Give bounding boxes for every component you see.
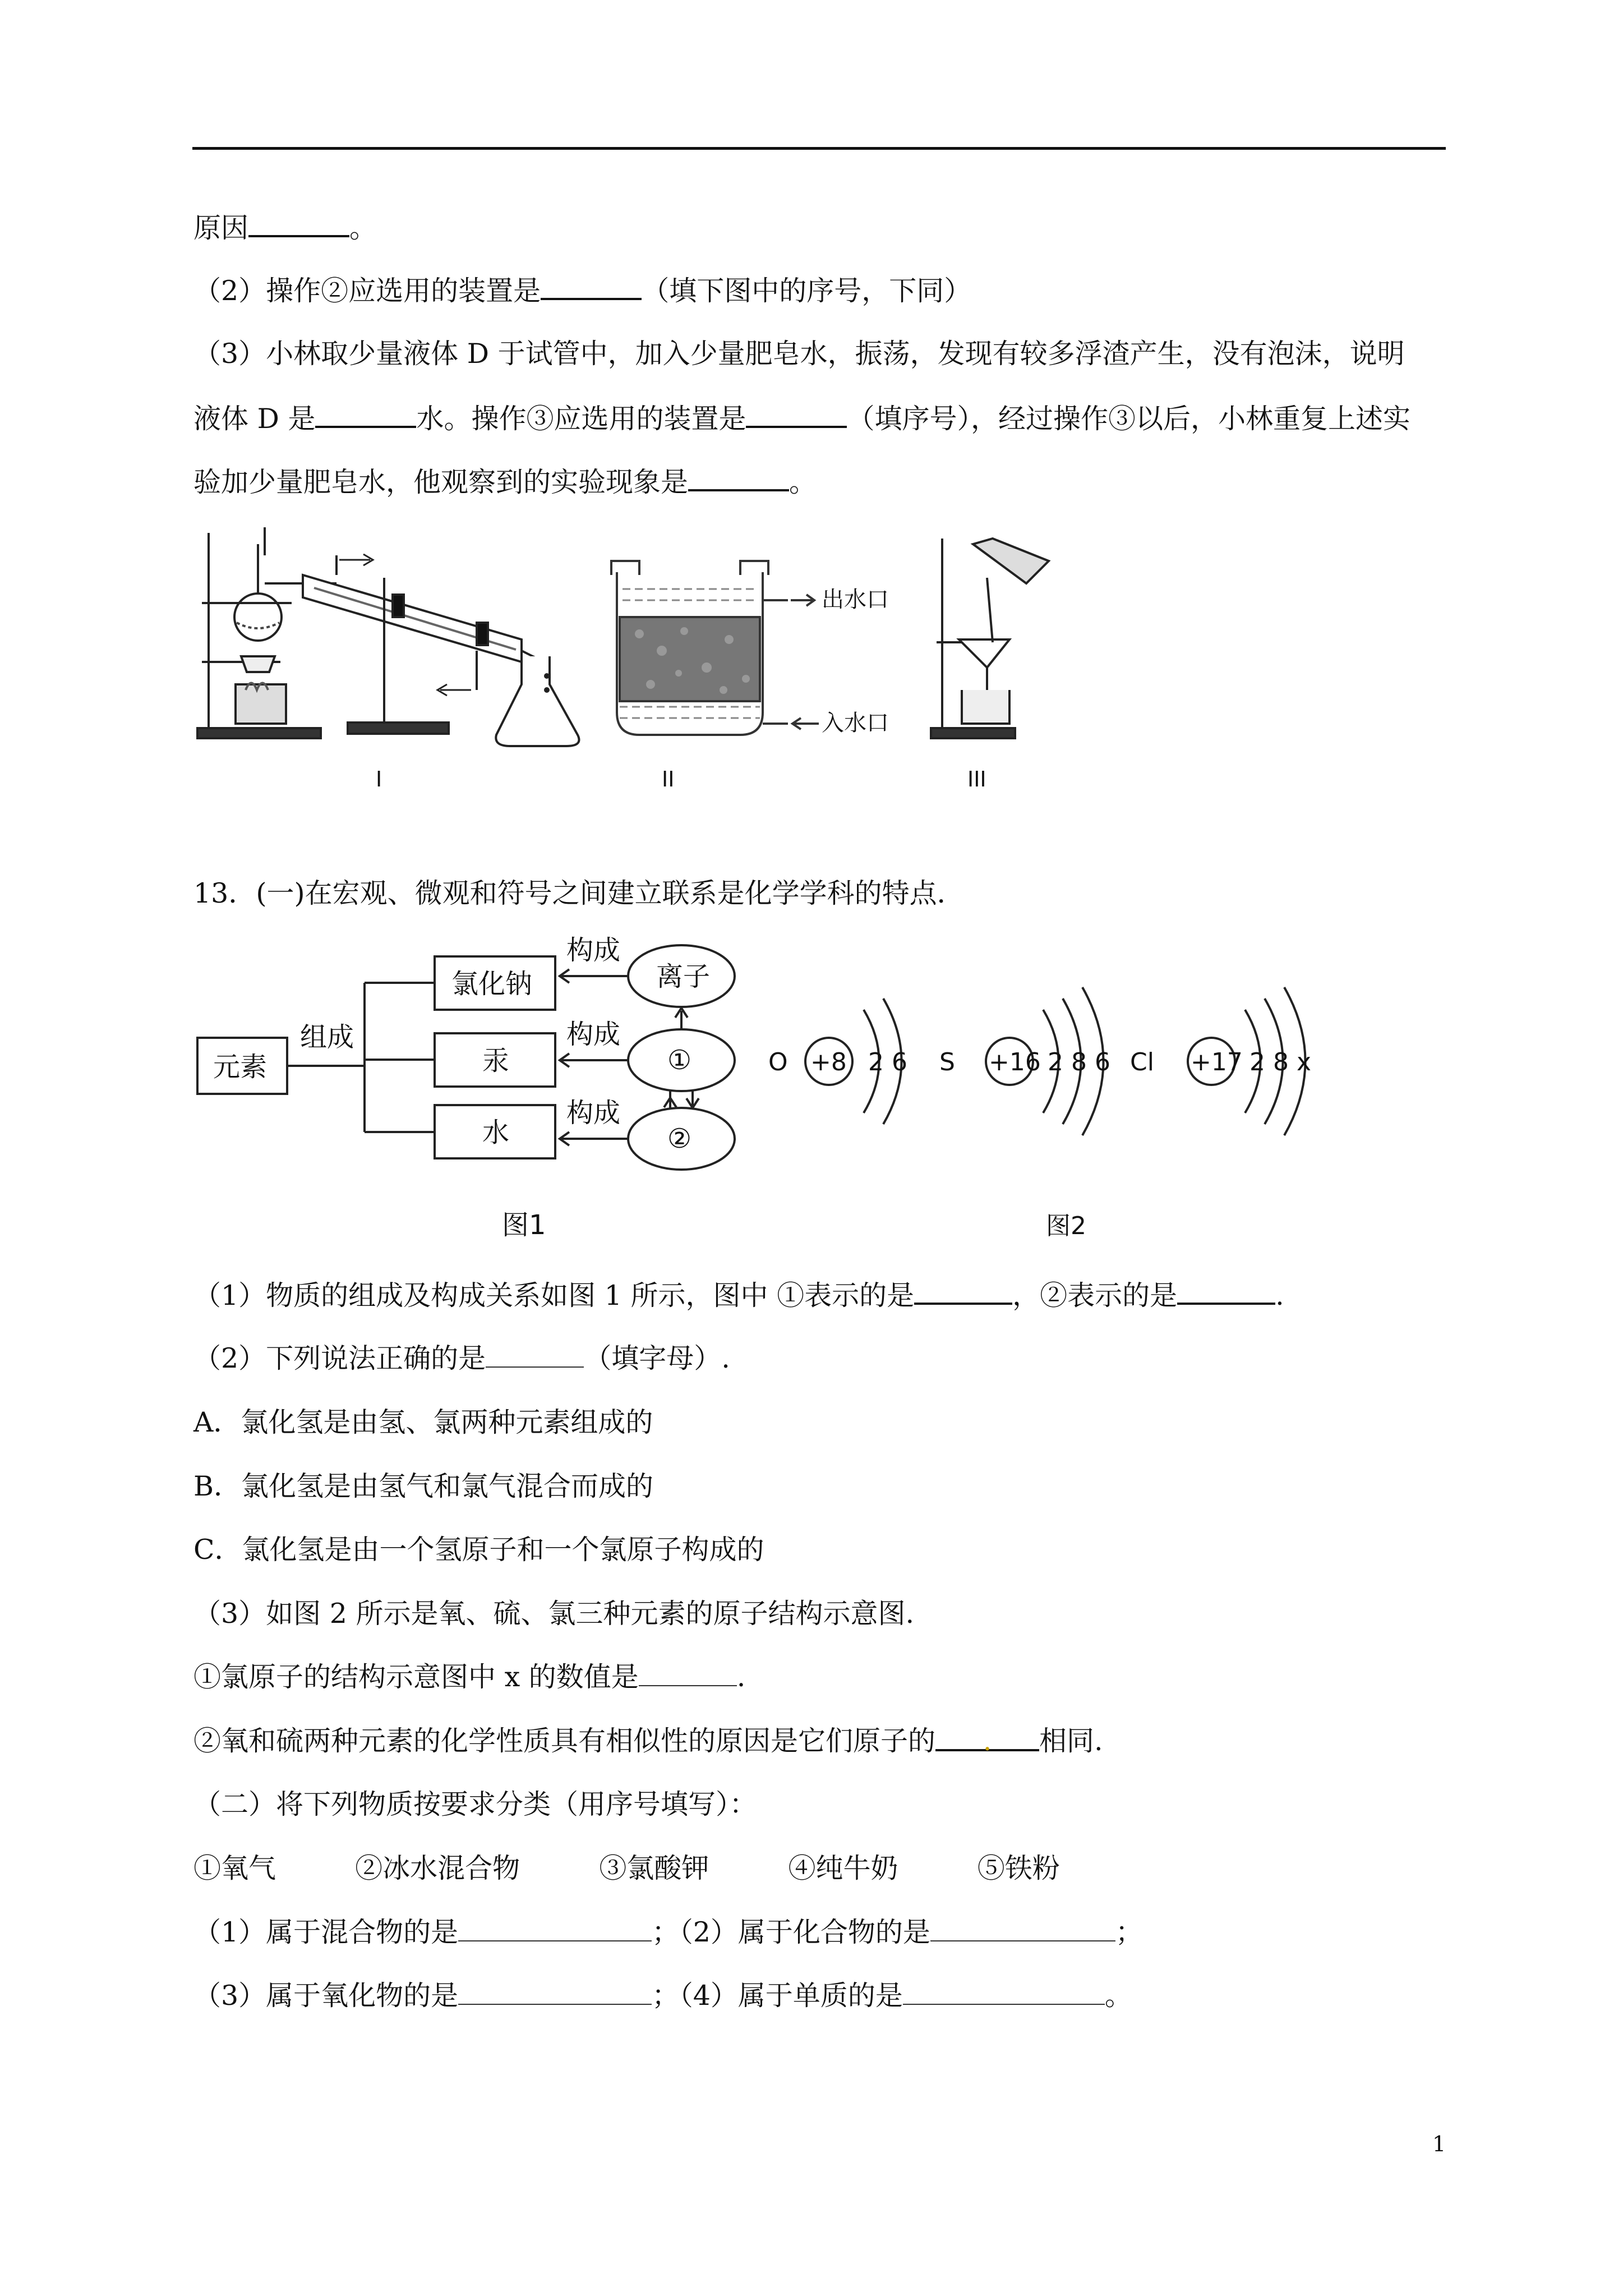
- chlorine-shells: 2 8 x: [1249, 1048, 1311, 1076]
- text-line: （3）小林取少量液体 D 于试管中，加入少量肥皂水，振荡，发现有较多浮渣产生，没有泡沫，说明: [193, 338, 1405, 370]
- text-line: 液体 D 是 水。操作③应选用的装置是 （填序号），经过操作③以后，小林重复上述实: [193, 401, 1410, 436]
- answer-blank[interactable]: [1177, 1278, 1275, 1305]
- sulfur-shells: 2 8 6: [1048, 1048, 1110, 1076]
- answer-blank[interactable]: [248, 210, 349, 237]
- text-line: 验加少量肥皂水，他观察到的实验现象是 。: [193, 464, 817, 499]
- apparatus-figure: [185, 522, 1110, 802]
- apparatus-label-I: I: [376, 767, 382, 792]
- oxygen-shells: 2 6: [868, 1048, 907, 1076]
- substance-item: ④纯牛奶: [788, 1852, 898, 1884]
- answer-blank[interactable]: [458, 1979, 652, 2005]
- text-line: 原因 。: [193, 210, 377, 245]
- answer-blank[interactable]: [541, 273, 642, 300]
- inlet-label: 入水口: [822, 710, 889, 736]
- substance-list: [193, 1852, 1060, 1885]
- sub-question-1: （1）物质的组成及构成关系如图 1 所示，图中 ①表示的是 ，②表示的是 .: [193, 1278, 1284, 1313]
- sodium-chloride-label: 氯化钠: [451, 968, 533, 1000]
- sub-question-3-i: ①氯原子的结构示意图中 x 的数值是 .: [193, 1661, 746, 1693]
- particle-1-label: ①: [667, 1045, 692, 1076]
- sub-question-3: （3）如图 2 所示是氧、硫、氯三种元素的原子结构示意图.: [193, 1598, 915, 1630]
- option-a: A．氯化氢是由氢、氯两种元素组成的: [193, 1406, 653, 1438]
- mercury-label: 汞: [482, 1045, 510, 1076]
- substance-item: ①氧气: [193, 1852, 276, 1884]
- question-13-intro: 13．(一)在宏观、微观和符号之间建立联系是化学学科的特点．: [193, 877, 965, 909]
- chlorine-charge: +17: [1191, 1048, 1243, 1076]
- classification-line-2: （3）属于氧化物的是 ；（4）属于单质的是 。: [193, 1980, 1132, 2012]
- ion-label: 离子: [656, 961, 711, 992]
- distilling-flask: [234, 593, 282, 641]
- substance-item: ⑤铁粉: [977, 1852, 1060, 1884]
- substance-item: ③氯酸钾: [599, 1852, 709, 1884]
- answer-blank[interactable]: [315, 401, 416, 428]
- answer-blank[interactable]: .: [935, 1724, 1039, 1751]
- part-two-heading: （二）将下列物质按要求分类（用序号填写）：: [193, 1788, 757, 1820]
- oxygen-symbol: O: [768, 1048, 788, 1076]
- figure-1-caption: 图1: [502, 1209, 546, 1241]
- answer-blank[interactable]: [688, 464, 789, 491]
- collecting-beaker: [962, 690, 1009, 724]
- answer-blank[interactable]: [930, 1916, 1115, 1941]
- water-label: 水: [482, 1117, 510, 1148]
- stand-base: [197, 728, 321, 738]
- answer-blank[interactable]: [914, 1278, 1012, 1305]
- burner: [236, 684, 286, 724]
- sub-question-2: （2）下列说法正确的是 （填字母）.: [193, 1342, 730, 1374]
- classification-line-1: （1）属于混合物的是 ；（2）属于化合物的是 ；: [193, 1916, 1143, 1948]
- constitute-label-1: 构成: [566, 935, 621, 966]
- filter-funnel: [959, 639, 1009, 668]
- constitute-label-3: 构成: [566, 1097, 621, 1129]
- heating-vessel: [241, 656, 275, 672]
- page-number: 1: [1432, 2132, 1446, 2156]
- sulfur-charge: +16: [989, 1048, 1041, 1076]
- apparatus-label-II: II: [662, 767, 675, 792]
- pouring-beaker: [973, 539, 1049, 583]
- sub-question-3-ii: ②氧和硫两种元素的化学性质具有相似性的原因是它们原子的 . 相同.: [193, 1725, 1103, 1757]
- figure-composition-structure: [185, 931, 1340, 1245]
- receiving-flask: [496, 656, 579, 746]
- answer-blank[interactable]: [746, 401, 847, 428]
- option-b: B．氯化氢是由氢气和氯气混合而成的: [193, 1470, 654, 1502]
- constitute-label-2: 构成: [566, 1019, 621, 1050]
- apparatus-label-III: III: [967, 767, 986, 792]
- outlet-label: 出水口: [822, 587, 889, 613]
- figure-2-caption: 图2: [1046, 1212, 1086, 1240]
- answer-blank[interactable]: [639, 1660, 737, 1686]
- particle-2-label: ②: [667, 1123, 692, 1154]
- answer-blank[interactable]: [903, 1979, 1105, 2005]
- element-label: 元素: [213, 1051, 268, 1083]
- compose-label: 组成: [300, 1022, 354, 1053]
- text-line: （2）操作②应选用的装置是 （填下图中的序号，下同）: [193, 273, 971, 308]
- sulfur-symbol: S: [939, 1048, 955, 1076]
- substance-item: ②冰水混合物: [355, 1852, 520, 1884]
- answer-blank[interactable]: [458, 1916, 652, 1941]
- header-rule: [192, 147, 1446, 150]
- option-c: C．氯化氢是由一个氢原子和一个氯原子构成的: [193, 1534, 764, 1566]
- chlorine-symbol: Cl: [1130, 1048, 1154, 1076]
- answer-blank[interactable]: [486, 1342, 584, 1368]
- oxygen-charge: +8: [810, 1048, 847, 1076]
